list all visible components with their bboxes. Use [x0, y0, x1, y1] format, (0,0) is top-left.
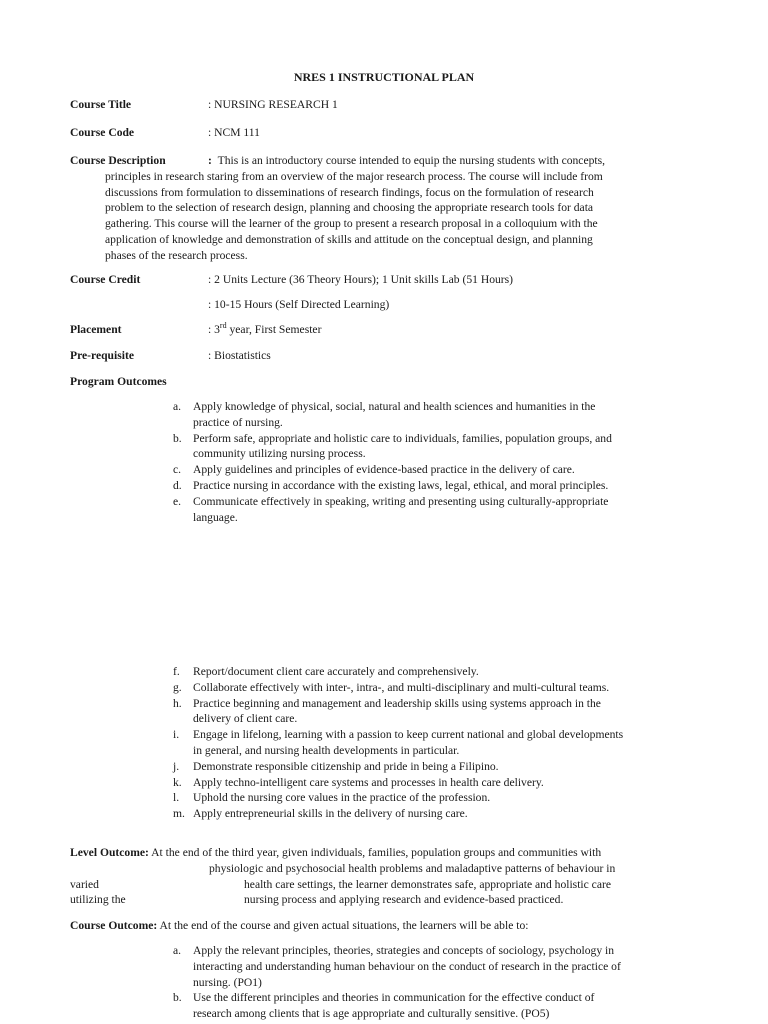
list-item-line: nursing. (PO1)	[193, 975, 262, 989]
list-marker: i.	[173, 728, 180, 742]
level-outcome-line: utilizing the nursing process and applying research and evidence-based practiced.	[70, 893, 564, 907]
list-item	[173, 478, 703, 494]
list-item	[173, 775, 703, 791]
list-marker: b.	[173, 991, 182, 1005]
course-credit-label: Course Credit	[70, 273, 141, 286]
list-item-line: Apply techno-intelligent care systems and processes in health care delivery.	[193, 775, 544, 789]
document-title: NRES 1 INSTRUCTIONAL PLAN	[293, 70, 475, 84]
list-item-line: delivery of client care.	[193, 712, 298, 726]
list-marker: k.	[173, 775, 182, 789]
placement-label: Placement	[70, 323, 122, 336]
list-marker: j.	[173, 759, 180, 773]
list-marker: a.	[173, 400, 182, 413]
list-item-line: Use the different principles and theories in communication for the effective conduct of	[193, 991, 595, 1005]
list-item-line: research among clients that is age appropriate and culturally sensitive. (PO5)	[193, 1007, 550, 1021]
prerequisite-label: Pre-requisite	[70, 349, 134, 362]
prerequisite-value: : Biostatistics	[208, 349, 271, 362]
list-marker: f.	[173, 665, 180, 678]
placement-value: : 3rd year, First Semester	[208, 321, 322, 336]
list-item-line: Collaborate effectively with inter-, intra-, and multi-disciplinary and multi-cultural teams.	[193, 680, 610, 694]
course-code-value: : NCM 111	[208, 126, 260, 139]
list-item	[173, 696, 703, 728]
list-item	[173, 664, 703, 680]
self-directed-hours-value: : 10-15 Hours (Self Directed Learning)	[208, 298, 390, 311]
list-item	[173, 943, 703, 990]
list-item-line: Engage in lifelong, learning with a passion to keep current national and global developments	[193, 728, 624, 742]
course-outcomes-list	[173, 943, 703, 1022]
list-item-line: Apply the relevant principles, theories, strategies and concepts of sociology, psychology in	[193, 944, 615, 957]
list-item-line: Perform safe, appropriate and holistic care to individuals, families, population groups, and	[193, 431, 612, 445]
list-item	[173, 790, 703, 806]
course-description	[70, 153, 710, 264]
list-marker: l.	[173, 791, 180, 805]
list-marker: b.	[173, 431, 182, 445]
level-outcome-label: Level Outcome:	[70, 846, 149, 859]
level-outcome-line: varied health care settings, the learner demonstrates safe, appropriate and holistic care	[70, 877, 611, 891]
course-description-label: Course Description	[70, 154, 166, 167]
course-credit-value: : 2 Units Lecture (36 Theory Hours); 1 Unit skills Lab (51 Hours)	[208, 273, 514, 286]
list-item-line: Demonstrate responsible citizenship and pride in being a Filipino.	[193, 759, 499, 773]
level-outcome-line: physiologic and psychosocial health problems and maladaptive patterns of behaviour in	[209, 861, 616, 875]
level-outcome	[70, 845, 710, 908]
list-item	[173, 399, 703, 431]
list-marker: e.	[173, 494, 182, 508]
course-description-line: gathering. This course will the learner of the group to present a research proposal in a colloquium with the	[105, 217, 598, 231]
list-item	[173, 806, 703, 822]
list-item-line: Communicate effectively in speaking, writing and presenting using culturally-appropriate	[193, 494, 609, 508]
list-item-line: Practice nursing in accordance with the existing laws, legal, ethical, and moral principles.	[193, 478, 609, 492]
list-item	[173, 727, 703, 759]
list-item-line: Apply entrepreneurial skills in the delivery of nursing care.	[193, 807, 468, 821]
course-title-label: Course Title	[70, 98, 132, 111]
list-marker: m.	[173, 807, 185, 821]
course-description-line: problem to the selection of research design, planning and choosing the appropriate research tools for data	[105, 201, 594, 215]
course-description-line: phases of the research process.	[105, 248, 248, 262]
list-item	[173, 494, 703, 526]
list-marker: c.	[173, 463, 182, 477]
list-item-line: language.	[193, 510, 238, 524]
course-outcome-text: At the end of the course and given actual situations, the learners will be able to:	[157, 919, 529, 932]
level-outcome-text: At the end of the third year, given individuals, families, population groups and communities with	[148, 846, 602, 859]
course-outcome-label: Course Outcome:	[70, 919, 158, 932]
course-description-line: application of knowledge and demonstration of skills and attitude on the conceptual design, and planning	[105, 232, 593, 246]
course-description-line: principles in research staring from an overview of the major research process. The course will include from	[105, 169, 603, 183]
program-outcomes-list-f-m	[173, 664, 703, 822]
list-item-line: Uphold the nursing core values in the practice of the profession.	[193, 791, 491, 805]
list-item-line: practice of nursing.	[193, 415, 283, 429]
list-item-line: Apply knowledge of physical, social, natural and health sciences and humanities in the	[193, 400, 596, 413]
course-description-colon: :	[208, 154, 212, 167]
program-outcomes-label: Program Outcomes	[70, 375, 167, 388]
program-outcomes-list-a-e	[173, 399, 703, 525]
course-title-value: : NURSING RESEARCH 1	[208, 98, 338, 111]
course-description-first-line: This is an introductory course intended to equip the nursing students with concepts,	[217, 154, 606, 167]
list-item-line: interacting and understanding human behaviour on the conduct of research in the practice of	[193, 959, 621, 973]
list-item-line: in general, and nursing health developments in particular.	[193, 743, 460, 757]
course-code-label: Course Code	[70, 126, 135, 139]
list-marker: h.	[173, 696, 182, 710]
list-item	[173, 990, 703, 1022]
list-marker: a.	[173, 944, 182, 957]
list-marker: d.	[173, 478, 182, 492]
course-outcome	[70, 918, 710, 934]
list-item	[173, 462, 703, 478]
list-item-line: community utilizing nursing process.	[193, 447, 366, 461]
list-item	[173, 759, 703, 775]
list-item-line: Apply guidelines and principles of evidence-based practice in the delivery of care.	[193, 463, 575, 477]
course-description-line: discussions from formulation to disseminations of research findings, focus on the formulation of research	[105, 185, 594, 199]
list-item	[173, 431, 703, 463]
list-item-line: Practice beginning and management and leadership skills using systems approach in the	[193, 696, 601, 710]
list-item	[173, 680, 703, 696]
list-marker: g.	[173, 680, 182, 694]
list-item-line: Report/document client care accurately and comprehensively.	[193, 665, 479, 678]
